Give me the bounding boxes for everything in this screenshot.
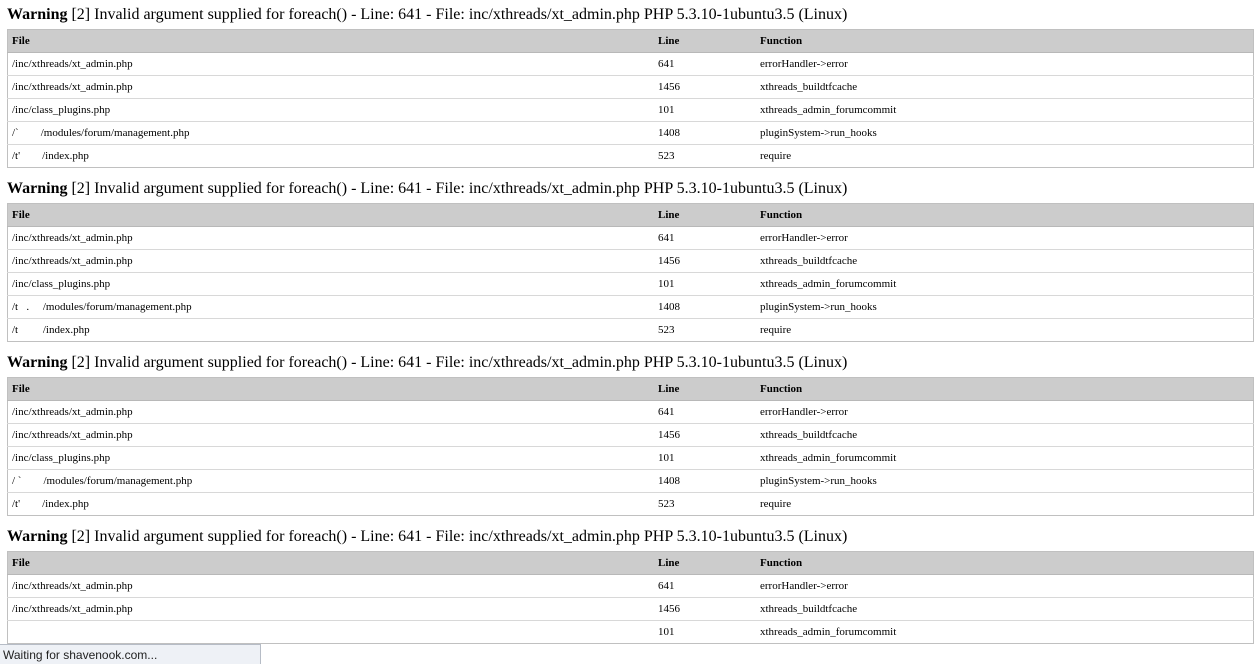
table-header-row <box>8 30 1254 53</box>
warning-text: [2] Invalid argument supplied for foreach() - Line: 641 - File: inc/xthreads/xt_admin.php PHP 5.3.10-1ubuntu3.5 (Linux) <box>67 354 848 371</box>
cell-file: /inc/class_plugins.php <box>8 273 655 296</box>
cell-function: xthreads_buildtfcache <box>756 250 1254 273</box>
column-header-function: Function <box>756 378 1254 401</box>
column-header-line: Line <box>654 378 756 401</box>
warning-label: Warning <box>7 6 68 23</box>
cell-line: 101 <box>654 99 756 122</box>
column-header-file: File <box>8 552 655 575</box>
table-row <box>8 250 1254 273</box>
table-row <box>8 319 1254 342</box>
warning-block <box>7 175 1254 342</box>
cell-function: pluginSystem->run_hooks <box>756 122 1254 145</box>
warning-text: [2] Invalid argument supplied for foreach() - Line: 641 - File: inc/xthreads/xt_admin.php PHP 5.3.10-1ubuntu3.5 (Linux) <box>67 6 848 23</box>
cell-function: errorHandler->error <box>756 575 1254 598</box>
warning-text: [2] Invalid argument supplied for foreach() - Line: 641 - File: inc/xthreads/xt_admin.php PHP 5.3.10-1ubuntu3.5 (Linux) <box>67 180 848 197</box>
warning-text: [2] Invalid argument supplied for foreach() - Line: 641 - File: inc/xthreads/xt_admin.php PHP 5.3.10-1ubuntu3.5 (Linux) <box>67 528 848 545</box>
table-header-row <box>8 378 1254 401</box>
cell-function: require <box>756 145 1254 168</box>
table-row <box>8 470 1254 493</box>
cell-file: /t' /index.php <box>8 493 655 516</box>
cell-line: 1408 <box>654 296 756 319</box>
cell-function: xthreads_admin_forumcommit <box>756 99 1254 122</box>
cell-line: 641 <box>654 227 756 250</box>
warning-block <box>7 349 1254 516</box>
cell-function: require <box>756 493 1254 516</box>
cell-file: /inc/xthreads/xt_admin.php <box>8 598 655 621</box>
column-header-file: File <box>8 378 655 401</box>
cell-line: 1408 <box>654 470 756 493</box>
cell-file: /t . /modules/forum/management.php <box>8 296 655 319</box>
cell-line: 1456 <box>654 76 756 99</box>
table-row <box>8 401 1254 424</box>
table-row <box>8 598 1254 621</box>
warning-label: Warning <box>7 354 68 371</box>
table-row <box>8 575 1254 598</box>
cell-file <box>8 621 655 644</box>
cell-function: errorHandler->error <box>756 227 1254 250</box>
table-row <box>8 99 1254 122</box>
warning-block <box>7 1 1254 168</box>
cell-function: xthreads_admin_forumcommit <box>756 621 1254 644</box>
column-header-line: Line <box>654 30 756 53</box>
table-row <box>8 296 1254 319</box>
cell-line: 641 <box>654 401 756 424</box>
column-header-function: Function <box>756 204 1254 227</box>
cell-file: /t /index.php <box>8 319 655 342</box>
cell-line: 1408 <box>654 122 756 145</box>
cell-file: /inc/xthreads/xt_admin.php <box>8 424 655 447</box>
browser-status-bar: Waiting for shavenook.com... <box>0 644 261 664</box>
table-row <box>8 493 1254 516</box>
cell-function: xthreads_admin_forumcommit <box>756 447 1254 470</box>
cell-file: /` /modules/forum/management.php <box>8 122 655 145</box>
cell-function: require <box>756 319 1254 342</box>
cell-function: errorHandler->error <box>756 53 1254 76</box>
cell-file: /inc/class_plugins.php <box>8 447 655 470</box>
cell-line: 1456 <box>654 598 756 621</box>
table-row <box>8 424 1254 447</box>
cell-file: / ` /modules/forum/management.php <box>8 470 655 493</box>
cell-line: 523 <box>654 145 756 168</box>
cell-line: 641 <box>654 53 756 76</box>
table-row <box>8 76 1254 99</box>
backtrace-table <box>7 377 1254 516</box>
table-header-row <box>8 552 1254 575</box>
backtrace-table <box>7 203 1254 342</box>
cell-file: /inc/xthreads/xt_admin.php <box>8 76 655 99</box>
table-header-row <box>8 204 1254 227</box>
column-header-file: File <box>8 30 655 53</box>
table-row <box>8 53 1254 76</box>
cell-file: /inc/xthreads/xt_admin.php <box>8 250 655 273</box>
cell-line: 523 <box>654 319 756 342</box>
table-row <box>8 145 1254 168</box>
cell-file: /t' /index.php <box>8 145 655 168</box>
table-row <box>8 227 1254 250</box>
cell-line: 641 <box>654 575 756 598</box>
cell-function: xthreads_buildtfcache <box>756 598 1254 621</box>
cell-file: /inc/xthreads/xt_admin.php <box>8 401 655 424</box>
column-header-function: Function <box>756 552 1254 575</box>
cell-function: xthreads_buildtfcache <box>756 76 1254 99</box>
cell-file: /inc/class_plugins.php <box>8 99 655 122</box>
cell-function: errorHandler->error <box>756 401 1254 424</box>
warning-message <box>7 1 1254 29</box>
warning-label: Warning <box>7 528 68 545</box>
cell-line: 1456 <box>654 424 756 447</box>
column-header-line: Line <box>654 204 756 227</box>
cell-file: /inc/xthreads/xt_admin.php <box>8 575 655 598</box>
warning-message <box>7 523 1254 551</box>
column-header-line: Line <box>654 552 756 575</box>
table-row <box>8 122 1254 145</box>
cell-function: pluginSystem->run_hooks <box>756 296 1254 319</box>
table-row <box>8 273 1254 296</box>
cell-line: 101 <box>654 273 756 296</box>
cell-line: 101 <box>654 621 756 644</box>
cell-function: xthreads_buildtfcache <box>756 424 1254 447</box>
warning-block <box>7 523 1254 644</box>
cell-file: /inc/xthreads/xt_admin.php <box>8 53 655 76</box>
cell-line: 101 <box>654 447 756 470</box>
warning-label: Warning <box>7 180 68 197</box>
warning-message <box>7 175 1254 203</box>
cell-line: 1456 <box>654 250 756 273</box>
column-header-file: File <box>8 204 655 227</box>
cell-line: 523 <box>654 493 756 516</box>
backtrace-table <box>7 29 1254 168</box>
cell-file: /inc/xthreads/xt_admin.php <box>8 227 655 250</box>
cell-function: pluginSystem->run_hooks <box>756 470 1254 493</box>
backtrace-table <box>7 551 1254 644</box>
table-row <box>8 447 1254 470</box>
column-header-function: Function <box>756 30 1254 53</box>
cell-function: xthreads_admin_forumcommit <box>756 273 1254 296</box>
table-row <box>8 621 1254 644</box>
warning-message <box>7 349 1254 377</box>
